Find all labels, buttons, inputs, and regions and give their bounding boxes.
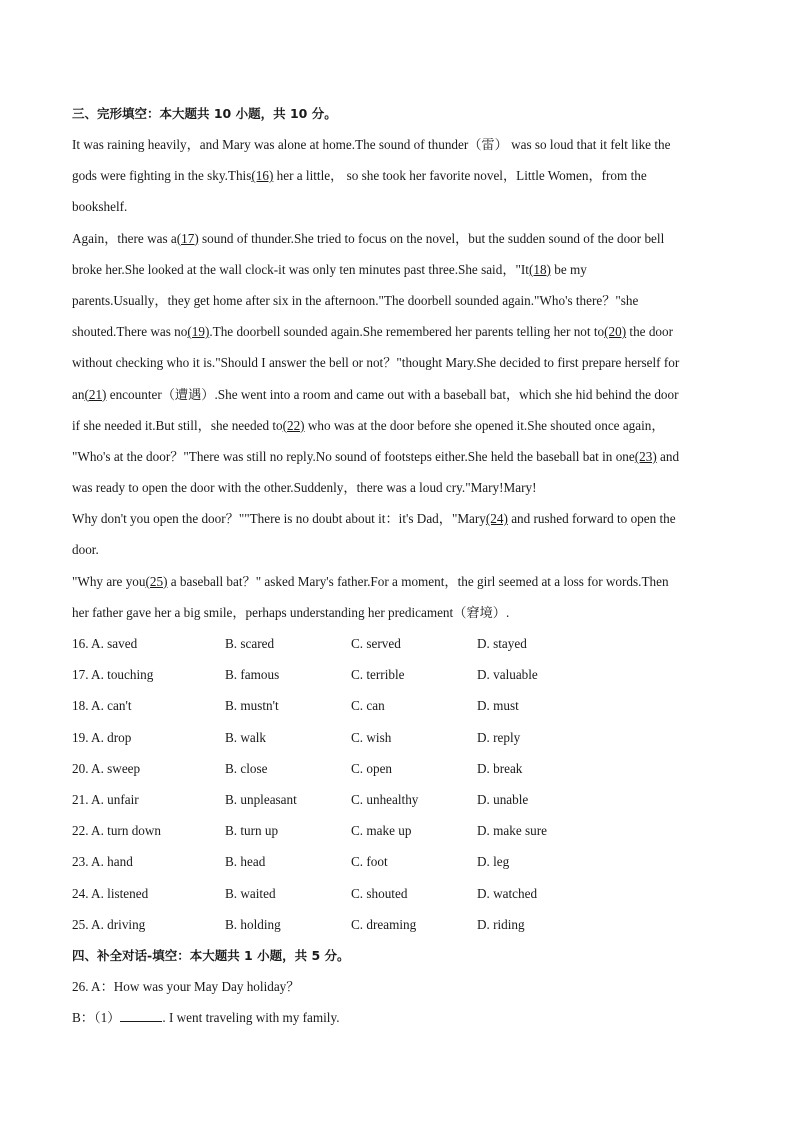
section-heading-cloze: 三、完形填空：本大题共 10 小题，共 10 分。: [72, 106, 337, 121]
option-a: 16. A. saved: [72, 636, 138, 651]
option-b: B. unpleasant: [225, 791, 297, 807]
option-c: C. dreaming: [351, 916, 417, 932]
passage-line: parents.Usually，they get home after six in the afternoon."The doorbell sounded again."Who's there？"she: [72, 292, 639, 308]
passage-line: shouted.There was no(19).The doorbell sounded again.She remembered her parents telling her not to(20) the door: [72, 324, 673, 340]
dialogue-line-a: 26. A：How was your May Day holiday？: [72, 978, 300, 994]
option-b: B. famous: [225, 667, 280, 683]
blank-22: (22): [282, 417, 305, 433]
option-row-20: [72, 753, 722, 784]
passage-line: was ready to open the door with the other.Suddenly，there was a loud cry."Mary!Mary!: [72, 480, 537, 496]
passage-line: "Who's at the door？"There was still no reply.No sound of footsteps either.She held the baseball bat in one(23) and: [72, 448, 680, 464]
section-heading-dialogue: 四、补全对话-填空：本大题共 1 小题，共 5 分。: [72, 947, 350, 963]
option-d: D. break: [477, 760, 523, 776]
passage-line: gods were fighting in the sky.This(16) her a little， so she took her favorite novel，Little Women，from the: [72, 168, 647, 184]
blank-18: (18): [528, 261, 551, 277]
option-b: B. scared: [225, 636, 275, 651]
blank-24: (24): [485, 511, 508, 527]
dialogue-line-b: B：（1） . I went traveling with my family.: [72, 1010, 340, 1026]
passage-line: an(21) encounter（遭遇）.She went into a room and came out with a baseball bat，which she hid behind the door: [72, 386, 679, 402]
option-d: D. must: [477, 698, 519, 714]
option-row-24: [72, 878, 722, 909]
option-d: D. valuable: [477, 667, 538, 683]
option-a: 18. A. can't: [72, 698, 132, 714]
option-b: B. walk: [225, 729, 267, 745]
option-d: D. watched: [477, 885, 538, 901]
option-b: B. waited: [225, 885, 276, 901]
option-d: D. riding: [477, 916, 525, 932]
passage-line: Again，there was a(17) sound of thunder.She tried to focus on the novel，but the sudden sound of the door bell: [72, 230, 665, 246]
blank-16: (16): [251, 168, 274, 184]
option-c: C. terrible: [351, 667, 405, 683]
option-a: 24. A. listened: [72, 885, 149, 901]
option-row-23: [72, 846, 722, 877]
answer-blank: [120, 1008, 162, 1022]
option-a: 25. A. driving: [72, 916, 146, 932]
blank-20: (20): [604, 324, 627, 340]
option-row-19: [72, 722, 722, 753]
cloze-passage: [72, 129, 722, 628]
blank-25: (25): [145, 573, 168, 589]
option-c: C. unhealthy: [351, 791, 419, 807]
option-b: B. mustn't: [225, 698, 279, 714]
option-a: 20. A. sweep: [72, 760, 141, 776]
option-row-18: [72, 690, 722, 721]
passage-line: "Why are you(25) a baseball bat？" asked Mary's father.For a moment，the girl seemed at a loss for words.Then: [72, 573, 669, 589]
option-d: D. leg: [477, 854, 510, 870]
option-c: C. wish: [351, 729, 392, 745]
blank-17: (17): [176, 230, 199, 246]
passage-line: It was raining heavily，and Mary was alone at home.The sound of thunder（雷） was so loud that it felt like the: [72, 137, 671, 152]
passage-line: bookshelf.: [72, 199, 128, 215]
option-a: 19. A. drop: [72, 729, 132, 745]
option-row-17: [72, 659, 722, 690]
passage-line: door.: [72, 542, 99, 558]
passage-line: if she needed it.But still，she needed to(22) who was at the door before she opened it.She shouted once again，: [72, 417, 665, 433]
option-c: C. open: [351, 760, 393, 776]
option-c: C. shouted: [351, 885, 408, 901]
exam-page: [72, 101, 722, 1033]
option-row-25: [72, 909, 722, 940]
option-a: 17. A. touching: [72, 667, 154, 683]
passage-line: without checking who it is."Should I answer the bell or not？"thought Mary.She decided to first prepare herself for: [72, 355, 680, 371]
option-c: C. make up: [351, 823, 412, 839]
option-a: 23. A. hand: [72, 854, 133, 870]
blank-21: (21): [84, 386, 107, 402]
blank-23: (23): [634, 448, 657, 464]
option-b: B. holding: [225, 916, 281, 932]
option-b: B. head: [225, 854, 266, 870]
passage-line: Why don't you open the door？""There is no doubt about it：it's Dad，"Mary(24) and rushed forward to open the: [72, 511, 676, 527]
option-b: B. turn up: [225, 823, 279, 839]
option-d: D. unable: [477, 791, 529, 807]
option-row-16: [72, 628, 722, 659]
option-d: D. reply: [477, 729, 521, 745]
option-a: 22. A. turn down: [72, 823, 162, 839]
option-row-21: [72, 784, 722, 815]
passage-line: her father gave her a big smile，perhaps understanding her predicament（窘境）.: [72, 604, 510, 620]
option-a: 21. A. unfair: [72, 791, 139, 807]
option-c: C. foot: [351, 854, 388, 870]
option-row-22: [72, 815, 722, 846]
blank-19: (19): [187, 324, 210, 340]
option-c: C. served: [351, 636, 401, 651]
option-c: C. can: [351, 698, 385, 714]
option-b: B. close: [225, 760, 268, 776]
passage-line: broke her.She looked at the wall clock-it was only ten minutes past three.She said，"It(18) be my: [72, 261, 587, 277]
option-d: D. stayed: [477, 636, 527, 651]
option-d: D. make sure: [477, 823, 547, 839]
answer-options: [72, 628, 722, 940]
